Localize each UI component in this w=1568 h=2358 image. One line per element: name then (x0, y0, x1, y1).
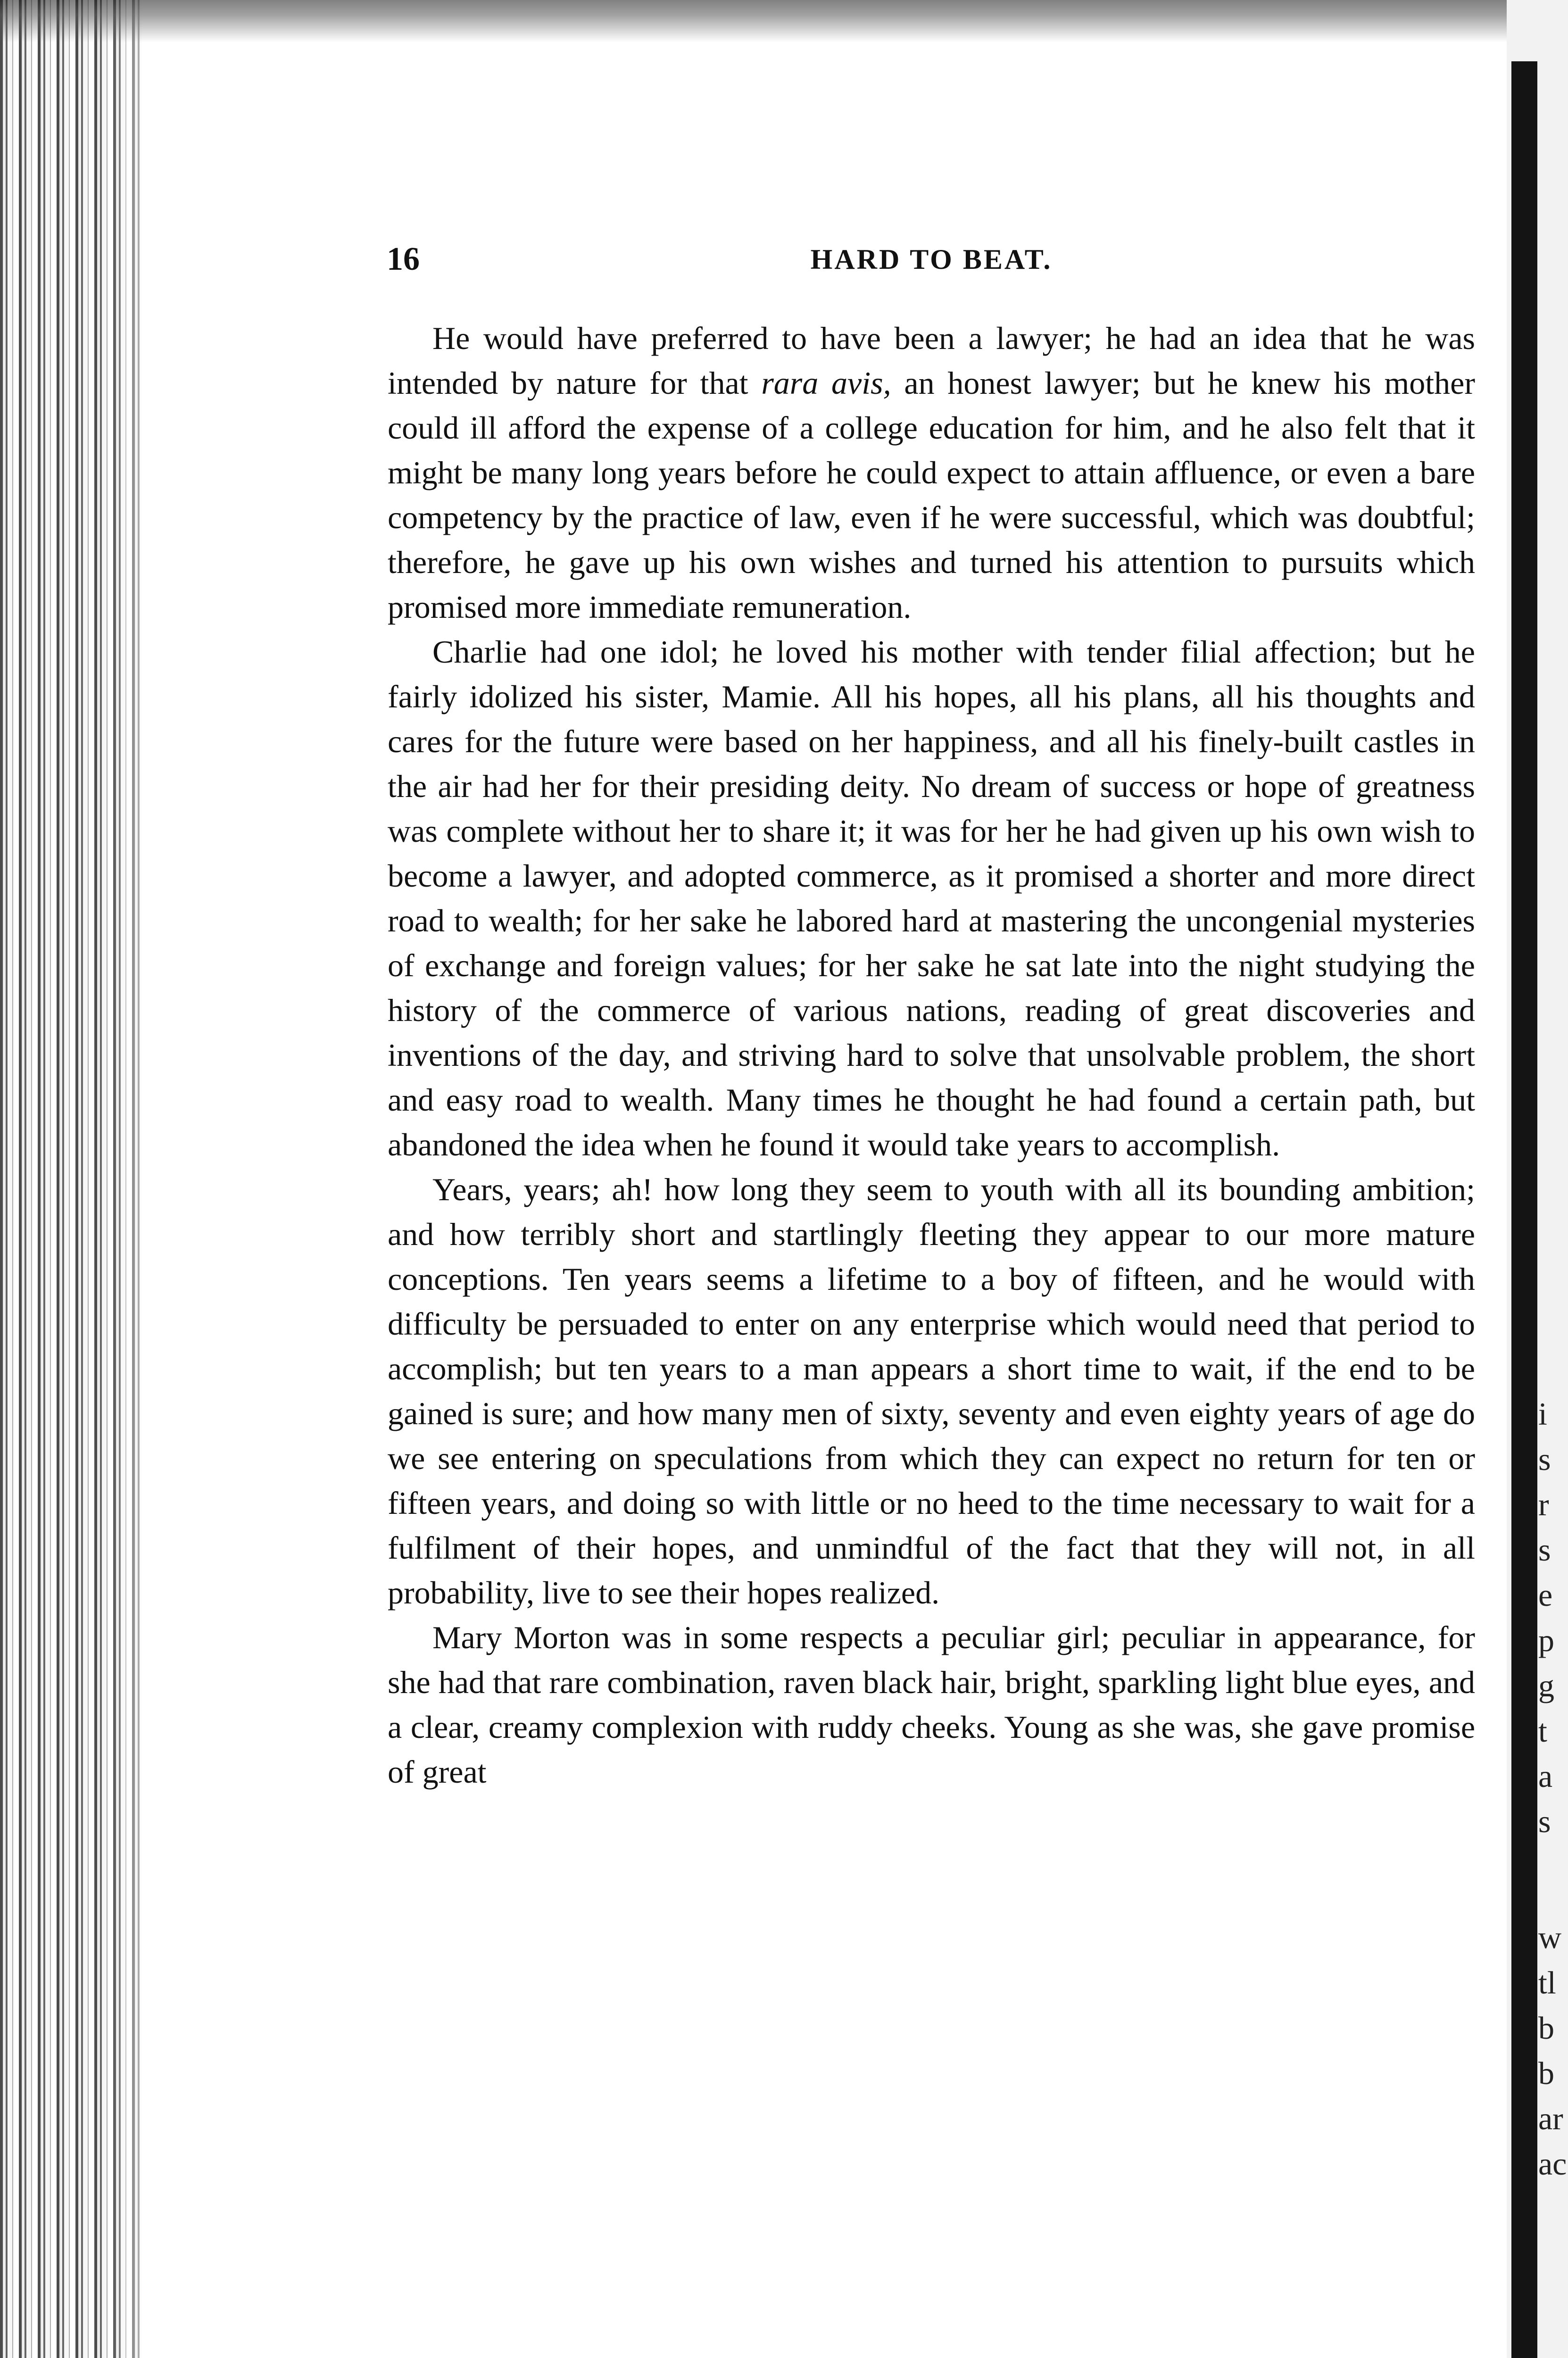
scan-top-shadow (0, 0, 1568, 42)
paragraph: Years, years; ah! how long they seem to youth with all its bounding ambition; and how terribly short and startlingly fleeting they appear to our more mature conceptions. Ten years seems a lifetime to a boy of fifteen, and he would with difficulty be persuaded to enter on any enterprise which would need that period to accomplish; but ten years to a man appears a short time to wait, if the end to be gained is sure; and how many men of sixty, seventy and even eighty years of age do we see entering on speculations from which they can expect no return for ten or fifteen years, and doing so with little or no heed to the time necessary to wait for a fulfilment of their hopes, and unmindful of the fact that they will not, in all probability, live to see their hopes realized. (388, 1171, 1475, 1611)
paragraph (388, 316, 1475, 630)
fragment-line: i (1538, 1396, 1547, 1432)
fragment-gap (1538, 1844, 1567, 1915)
running-head (387, 238, 1476, 281)
paragraph-text: He would have preferred to have been a lawyer; he had an idea that he was intended by nature for that (388, 320, 1475, 401)
paragraph: Mary Morton was in some respects a peculiar girl; peculiar in appearance, for she had that rare combination, raven black hair, bright, sparkling light blue eyes, and a clear, creamy complexion with ruddy cheeks. Young as she was, she gave promise of great (388, 1619, 1475, 1790)
fragment-line: ar (1538, 2101, 1563, 2136)
binding-fade (108, 0, 174, 2358)
paragraph-text: an honest lawyer; but he knew his mother could ill afford the expense of a college education for him, and he also felt that it might be many long years before he could expect to attain affluence, or even a bare competency by the practice of law, even if he were successful, which was doubtful; therefore, he gave up his own wishes and turned his attention to pursuits which promised more immediate remuneration. (388, 365, 1475, 625)
fragment-line: g (1538, 1668, 1554, 1703)
right-binding-bar (1511, 61, 1537, 2358)
fragment-line: ac (1538, 2146, 1567, 2182)
fragment-line: t (1538, 1713, 1547, 1749)
fragment-line: tl (1538, 1965, 1556, 2001)
paragraph: Charlie had one idol; he loved his mother with tender filial affection; but he fairly idolized his sister, Mamie. All his hopes, all his plans, all his thoughts and cares for the future were based on her happiness, and all his finely-built castles in the air had her for their presiding deity. No dream of success or hope of greatness was complete without her to share it; it was for her he had given up his own wish to become a lawyer, and adopted commerce, as it promised a shorter and more direct road to wealth; for her sake he labored hard at mastering the uncongenial mysteries of exchange and foreign values; for her sake he sat late into the night studying the history of the commerce of various nations, reading of great discoveries and inventions of the day, and striving hard to solve that unsolvable problem, the short and easy road to wealth. Many times he thought he had found a certain path, but abandoned the idea when he found it would take years to accomplish. (388, 634, 1475, 1162)
fragment-line: s (1538, 1441, 1551, 1477)
fragment-line: s (1538, 1803, 1551, 1839)
fragment-line: b (1538, 2055, 1554, 2091)
fragment-line: a (1538, 1758, 1553, 1794)
fragment-line: p (1538, 1622, 1554, 1658)
italic-phrase: rara avis, (761, 365, 891, 401)
fragment-line: e (1538, 1577, 1553, 1613)
fragment-line: b (1538, 2010, 1554, 2046)
fragment-line: r (1538, 1486, 1549, 1522)
next-page-fragment (1538, 1391, 1567, 2186)
body-text (388, 316, 1475, 1794)
fragment-line: w (1538, 1919, 1562, 1955)
fragment-line: s (1538, 1532, 1551, 1568)
running-title: HARD TO BEAT. (810, 244, 1053, 275)
page-number: 16 (387, 241, 420, 277)
